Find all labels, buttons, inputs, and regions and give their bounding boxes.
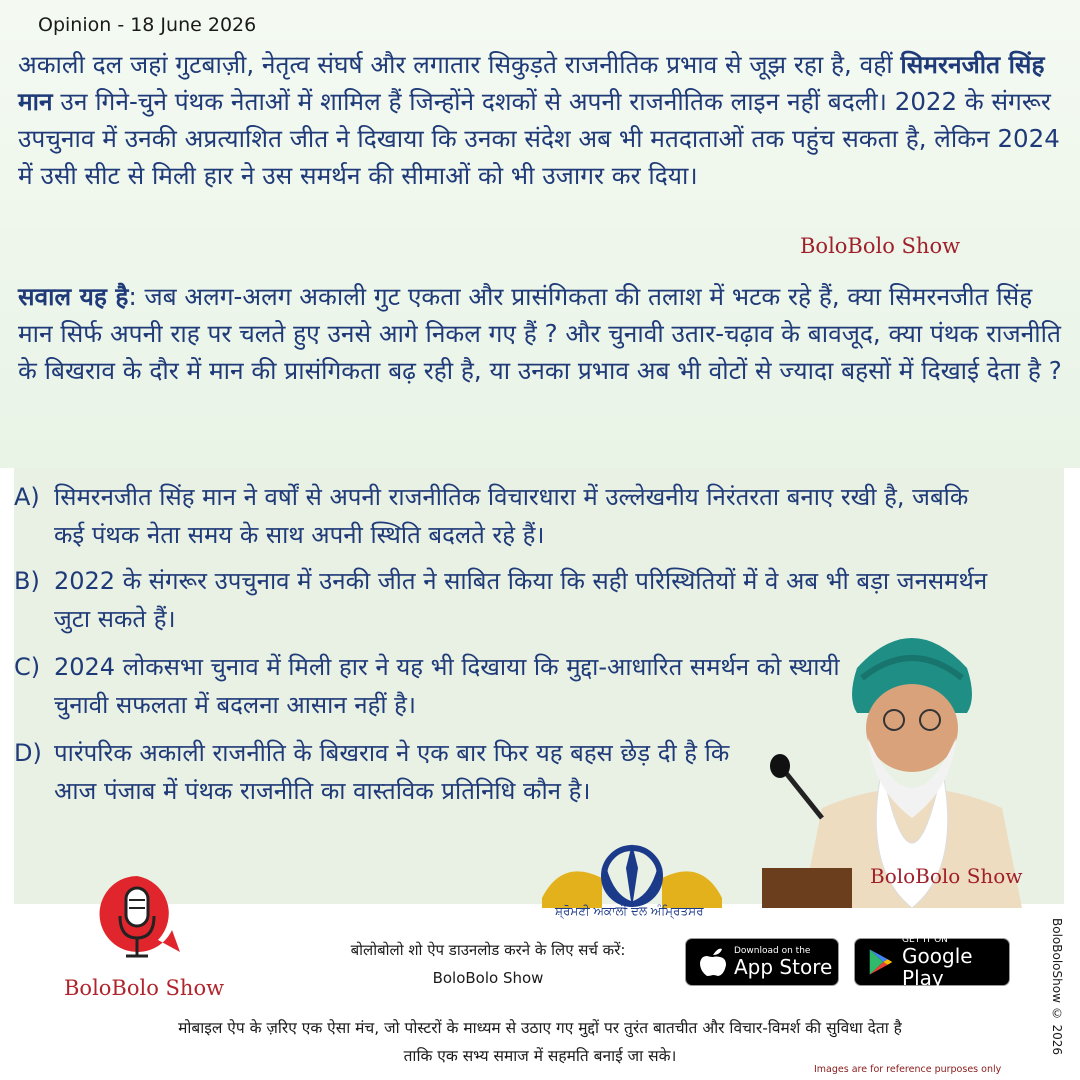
copyright-vertical: BoloBoloShow © 2026 — [1050, 918, 1064, 1056]
option-letter: B) — [14, 567, 40, 595]
question-lead: सवाल यह है — [18, 282, 129, 311]
podcast-mic-icon — [92, 870, 182, 970]
option-d[interactable] — [14, 734, 774, 810]
disclaimer: Images are for reference purposes only — [814, 1064, 1002, 1075]
footer-line2: ताकि एक सभ्य समाज में सहमति बनाई जा सके। — [403, 1047, 677, 1065]
intro-paragraph — [18, 46, 1068, 194]
intro-text-start: अकाली दल जहां गुटबाज़ी, नेतृत्व संघर्ष और लगातार सिकुड़ते राजनीतिक प्रभाव से जूझ रहा है, वहीं — [18, 50, 901, 79]
option-a[interactable] — [14, 478, 1004, 554]
question-text: : जब अलग-अलग अकाली गुट एकता और प्रासंगिकता की तलाश में भटक रहे हैं, क्या सिमरनजीत सिंह मान सिर्फ अपनी राह पर चलते हुए उनसे आगे निकल गए हैं ? और चुनावी उतार-चढ़ाव के बावजूद, क्या पंथक राजनीति के बिखराव के दौर में मान की प्रासंगिकता बढ़ रही है, या उनका प्रभाव अब भी वोटों से ज्यादा बहसों में दिखाई देता है ? — [18, 282, 1062, 385]
watermark-mid: BoloBolo Show — [800, 234, 961, 258]
brand-name: BoloBolo Show — [64, 976, 225, 1000]
intro-text-end: उन गिने-चुने पंथक नेताओं में शामिल हैं जिन्होंने दशकों से अपनी राजनीतिक लाइन नहीं बदली। 2022 के संगरूर उपचुनाव में उनकी अप्रत्याशित जीत ने दिखाया कि उनका संदेश अब भी मतदाताओं तक पहुंच सकता है, लेकिन 2024 में उसी सीट से मिली हार ने उस समर्थन की सीमाओं को भी उजागर कर दिया। — [18, 87, 1060, 190]
google-play-label: Google Play — [902, 944, 973, 990]
google-play-small-label: GET IT ON — [902, 935, 948, 945]
google-play-button[interactable] — [854, 935, 1010, 990]
option-c[interactable] — [14, 648, 864, 724]
intro-bold-name: सिमरनजीत सिंह मान — [18, 50, 1045, 116]
search-prompt-line2: BoloBolo Show — [432, 969, 544, 987]
footer-tagline — [20, 1014, 1060, 1070]
option-text: पारंपरिक अकाली राजनीति के बिखराव ने एक बार फिर यह बहस छेड़ दी है कि आज पंजाब में पंथक राजनीति का वास्तविक प्रतिनिधि कौन है। — [54, 739, 730, 805]
opinion-date: Opinion - 18 June 2026 — [38, 14, 257, 36]
app-store-small-label: Download on the — [734, 946, 811, 956]
app-store-label: App Store — [734, 955, 833, 979]
option-text: सिमरनजीत सिंह मान ने वर्षों से अपनी राजनीतिक विचारधारा में उल्लेखनीय निरंतरता बनाए रखी है, जबकि कई पंथक नेता समय के साथ अपनी स्थिति बदलते रहे हैं। — [54, 483, 969, 549]
question-paragraph — [18, 278, 1068, 389]
option-letter: C) — [14, 653, 41, 681]
emblem-caption: ਸ਼੍ਰੋਮਣੀ ਅਕਾਲੀ ਦਲ ਅੰਮ੍ਰਿਤਸਰ — [555, 904, 704, 918]
option-text: 2024 लोकसभा चुनाव में मिली हार ने यह भी दिखाया कि मुद्दा-आधारित समर्थन को स्थायी चुनावी सफलता में बदलना आसान नहीं है। — [54, 653, 840, 719]
google-play-icon — [867, 946, 894, 978]
footer-line1: मोबाइल ऐप के ज़रिए एक ऐसा मंच, जो पोस्टरों के माध्यम से उठाए गए मुद्दों पर तुरंत बातचीत और विचार-विमर्श की सुविधा देता है — [178, 1019, 902, 1037]
search-prompt — [298, 936, 678, 992]
search-prompt-line1: बोलोबोलो शो ऐप डाउनलोड करने के लिए सर्च करें: — [350, 941, 626, 959]
option-letter: A) — [14, 483, 40, 511]
photo-watermark: BoloBolo Show — [870, 864, 1023, 888]
app-store-button[interactable] — [685, 938, 839, 986]
option-letter: D) — [14, 739, 42, 767]
apple-icon — [698, 945, 728, 979]
option-text: 2022 के संगरूर उपचुनाव में उनकी जीत ने साबित किया कि सही परिस्थितियों में वे अब भी बड़ा जनसमर्थन जुटा सकते हैं। — [54, 567, 988, 633]
